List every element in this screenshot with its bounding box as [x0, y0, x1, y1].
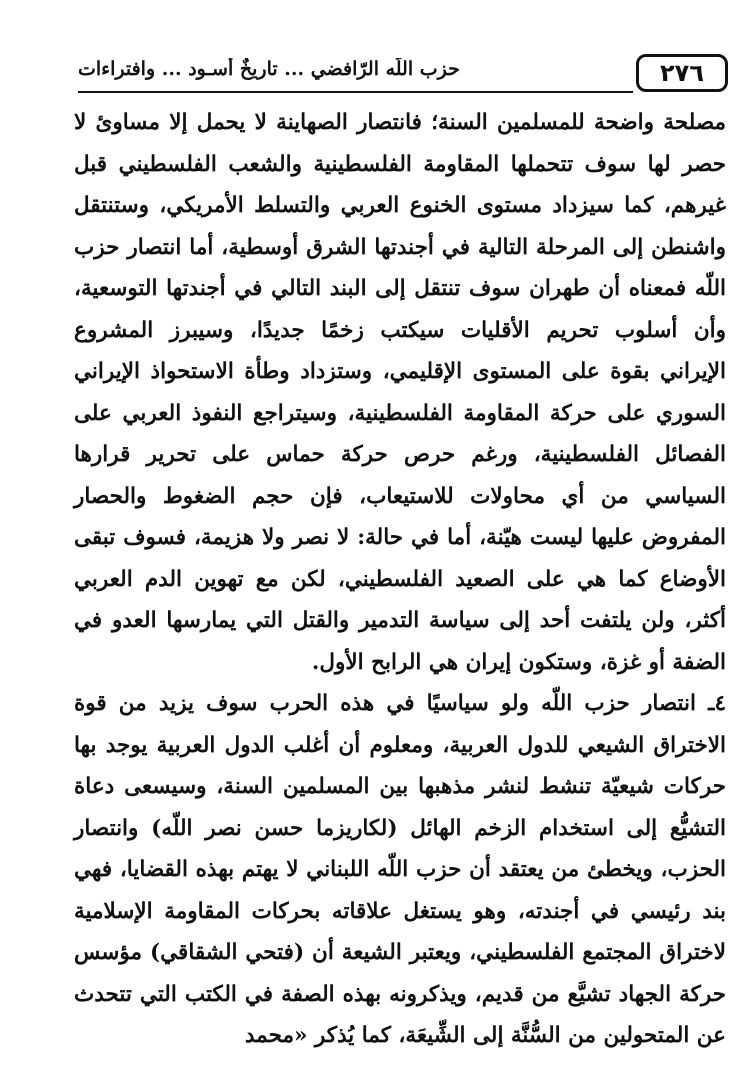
page-number: ٢٧٦: [636, 54, 728, 92]
header-rule: [78, 91, 633, 93]
body-text: [74, 102, 726, 1057]
running-title: حزب اللّه الرّافضي ... تاريخٌ أسـود ... وافتراءات: [78, 58, 460, 80]
page-header: [78, 48, 728, 100]
paragraph-point-4: ٤ـ انتصار حزب اللّه ولو سياسيًا في هذه الحرب سوف يزيد من قوة الاختراق الشيعي للدول العربية، ومعلوم أن أغلب الدول العربية يوجد بها حركات شيعيّة تنشط لنشر مذهبها بين المسلمين السنة، وسيسعى دعاة التشيُّع إلى استخدام الزخم الهائل (لكاريزما حسن نصر اللّه) وانتصار الحزب، ويخطئ من يعتقد أن حزب اللّه اللبناني لا يهتم بهذه القضايا، فهي بند رئيسي في أجندته، وهو يستغل علاقاته بحركات المقاومة الإسلامية لاختراق المجتمع الفلسطيني، ويعتبر الشيعة أن (فتحي الشقاقي) مؤسس حركة الجهاد تشيَّع من قديم، ويذكرونه بهذه الصفة في الكتب التي تتحدث عن المتحولين من السُّنَّة إلى الشِّيعَة، كما يُذكر «محمد: [74, 691, 726, 1048]
paragraph-continuation: مصلحة واضحة للمسلمين السنة؛ فانتصار الصهاينة لا يحمل إلا مساوئ لا حصر لها سوف تتحملها المقاومة الفلسطينية والشعب الفلسطيني قبل غيرهم، كما سيزداد مستوى الخنوع العربي والتسلط الأمريكي، وستنتقل واشنطن إلى المرحلة التالية في أجندتها الشرق أوسطية، أما انتصار حزب اللّه فمعناه أن طهران سوف تنتقل إلى البند التالي في أجندتها التوسعية، وأن أسلوب تحريم الأقليات سيكتب زخمًا جديدًا، وسيبرز المشروع الإيراني بقوة على المستوى الإقليمي، وستزداد وطأة الاستحواذ الإيراني السوري على حركة المقاومة الفلسطينية، وسيتراجع النفوذ العربي على الفصائل الفلسطينية، ورغم حرص حركة حماس على تحرير قرارها السياسي من أي محاولات للاستيعاب، فإن حجم الضغوط والحصار المفروض عليها ليست هيّنة، أما في حالة: لا نصر ولا هزيمة، فسوف تبقى الأوضاع كما هي على الصعيد الفلسطيني، لكن مع تهوين الدم العربي أكثر، ولن يلتفت أحد إلى سياسة التدمير والقتل التي يمارسها العدو في الضفة أو غزة، وستكون إيران هي الرابح الأول.: [74, 110, 726, 675]
